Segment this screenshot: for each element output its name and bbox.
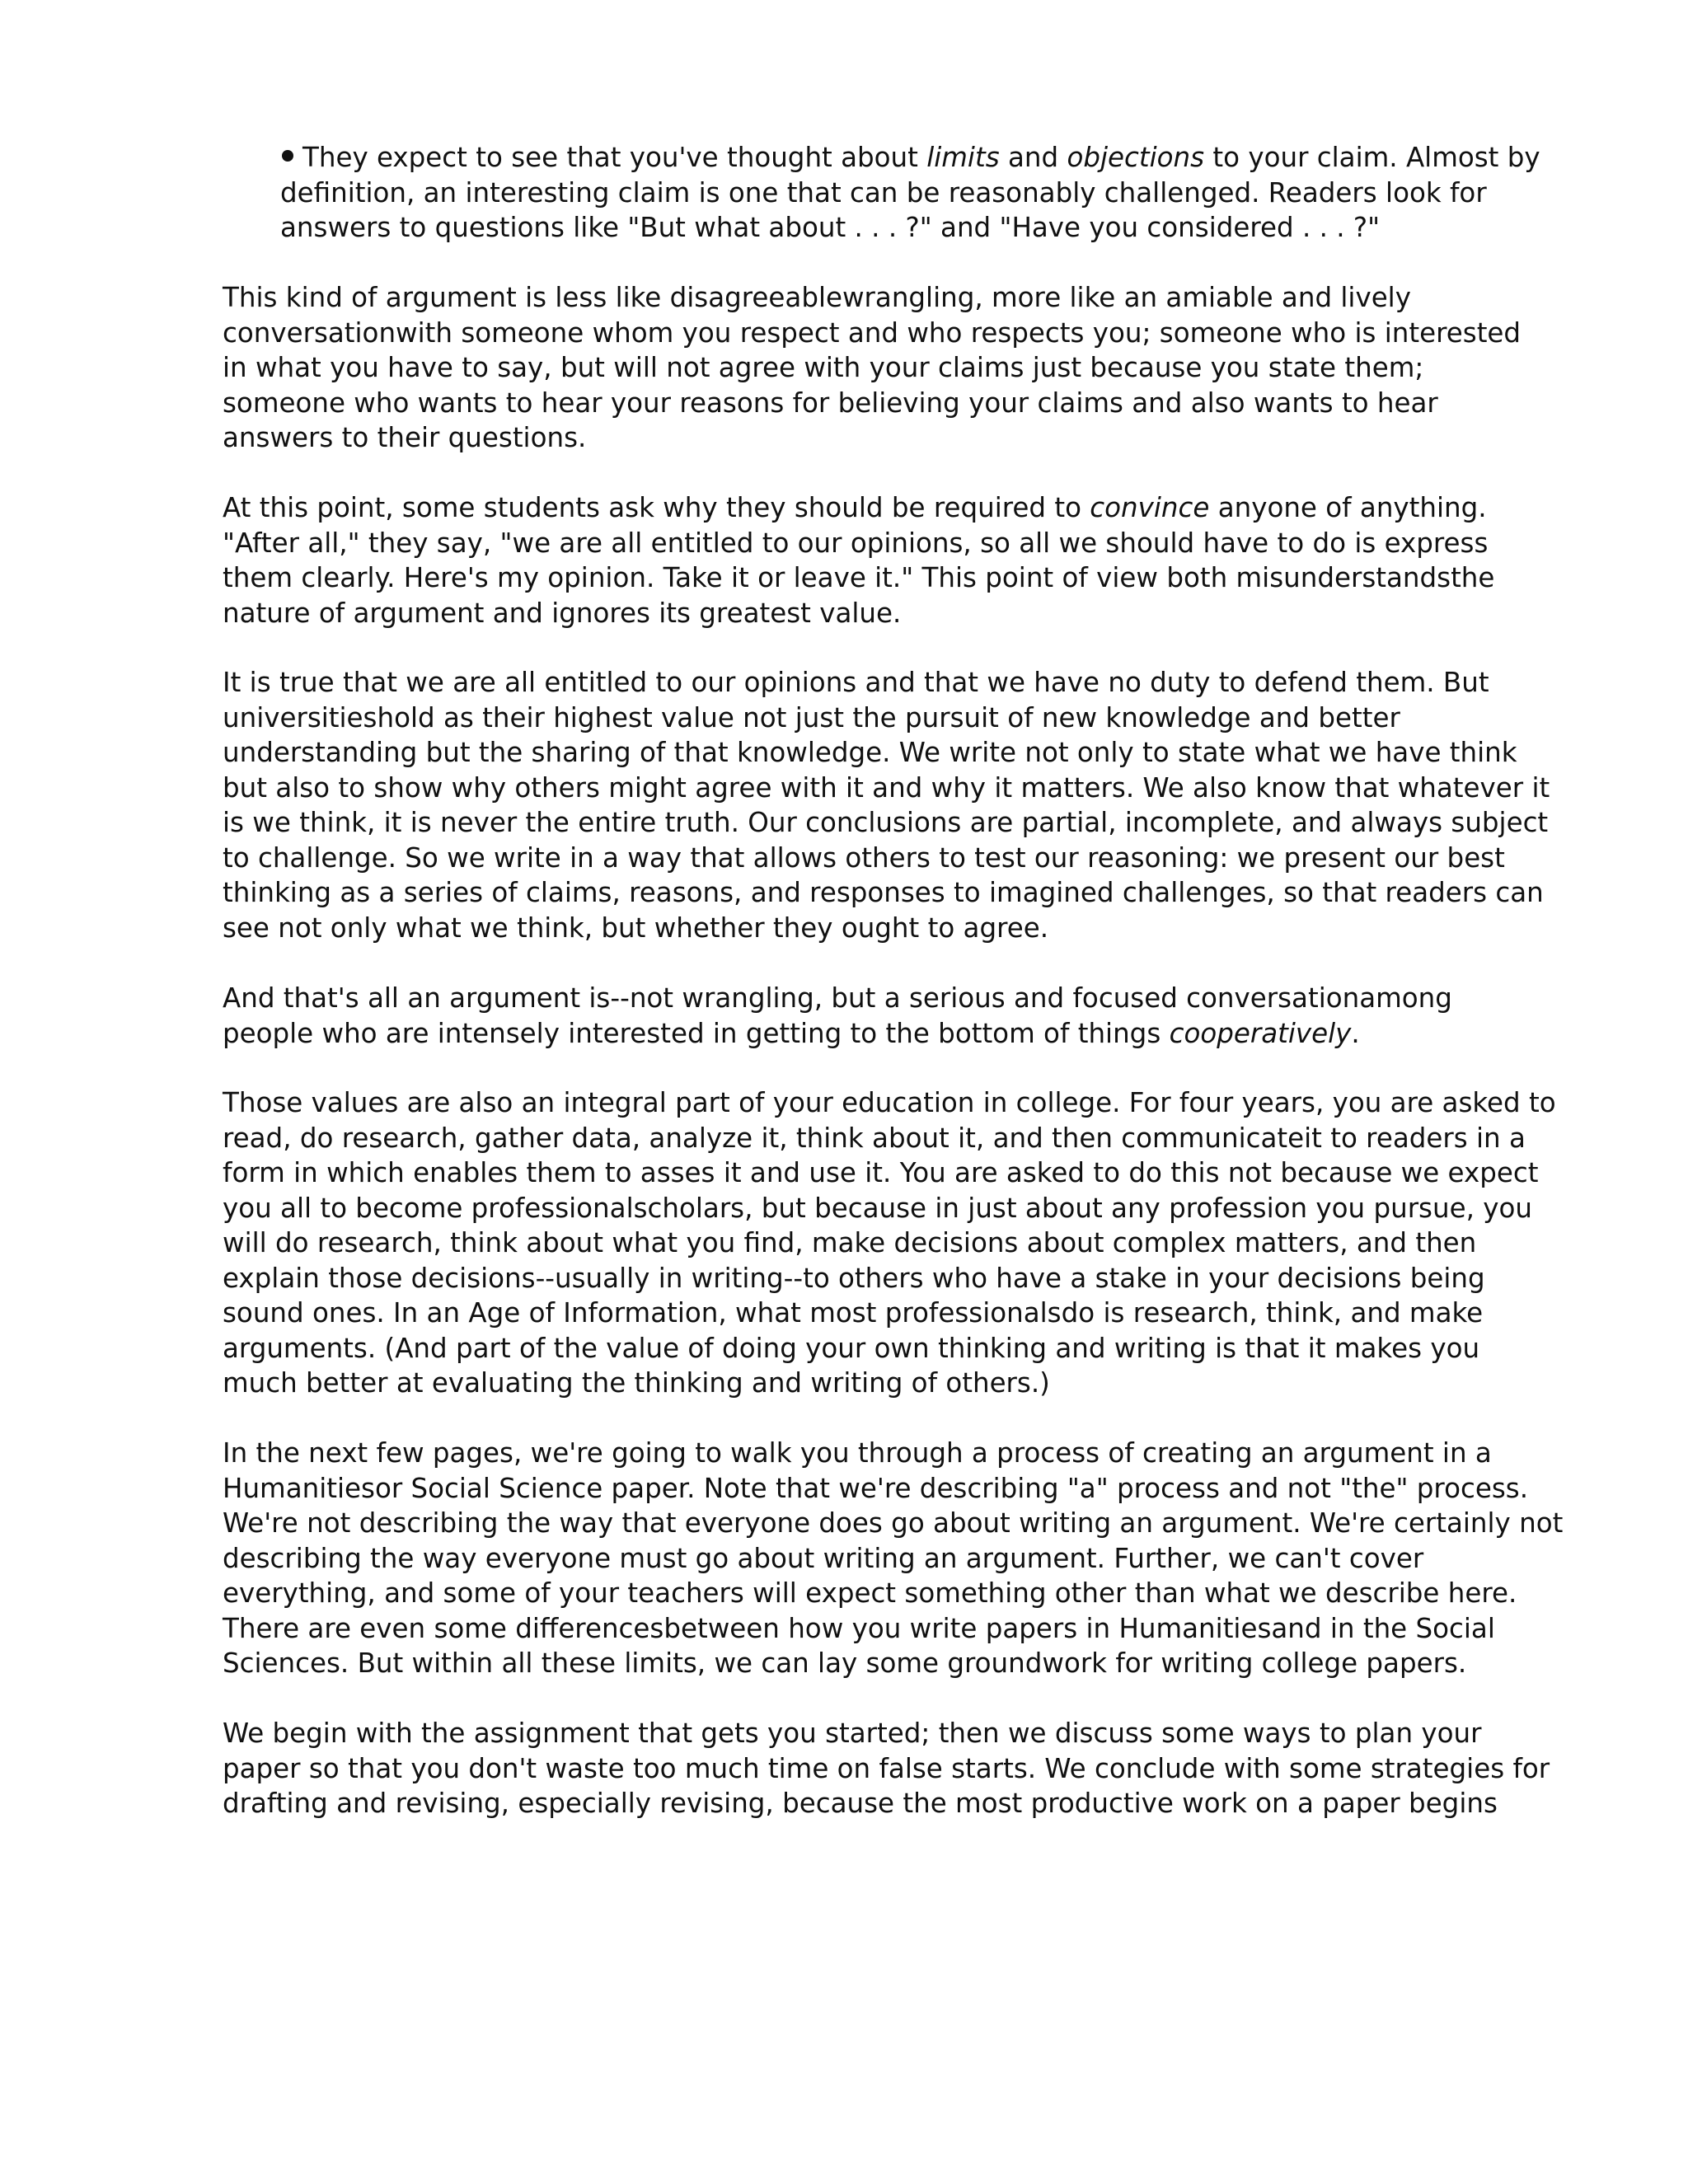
text-line: describing the way everyone must go about writing an argument. Further, we can't cover [223, 1542, 1424, 1574]
text-line: to challenge. So we write in a way that allows others to test our reasoning: we present our best [223, 841, 1505, 874]
text-line: explain those decisions--usually in writing--to others who have a stake in your decisions being [223, 1262, 1485, 1294]
paragraph-argument-conversation [223, 280, 1522, 456]
text-line: everything, and some of your teachers will expect something other than what we describe here. [223, 1577, 1517, 1609]
text-line: people who are intensely interested in getting to the bottom of things cooperatively. [223, 1017, 1360, 1049]
text-line: you all to become professionalscholars, but because in just about any profession you pursue, you [223, 1192, 1532, 1224]
emphasis-text: limits [926, 142, 1000, 173]
emphasis-text: convince [1090, 492, 1210, 523]
text-line: paper so that you don't waste too much time on false starts. We conclude with some strategies for [223, 1752, 1550, 1784]
paragraph-we-begin [223, 1716, 1550, 1821]
text-line: "After all," they say, "we are all entitled to our opinions, so all we should have to do is express [223, 527, 1489, 559]
text-line: conversationwith someone whom you respect and who respects you; someone who is interested [223, 316, 1522, 349]
text-line: thinking as a series of claims, reasons, and responses to imagined challenges, so that readers can [223, 877, 1544, 908]
emphasis-text: objections [1067, 142, 1205, 173]
text-line: read, do research, gather data, analyze it, think about it, and then communicateit to readers in a [223, 1122, 1526, 1154]
paragraph-next-pages [223, 1436, 1564, 1681]
text-line: Those values are also an integral part of your education in college. For four years, you are asked to [223, 1087, 1556, 1118]
text-line: This kind of argument is less like disagreeablewrangling, more like an amiable and lively [223, 282, 1411, 313]
paragraph-education-values [223, 1085, 1556, 1401]
text-line: is we think, it is never the entire truth. Our conclusions are partial, incomplete, and always subject [223, 807, 1549, 838]
text-line: drafting and revising, especially revising, because the most productive work on a paper begins [223, 1788, 1498, 1819]
text-line: In the next few pages, we're going to walk you through a process of creating an argument in a [223, 1437, 1492, 1469]
text-line: form in which enables them to asses it and use it. You are asked to do this not because we expect [223, 1157, 1539, 1188]
text-line: will do research, think about what you find, make decisions about complex matters, and then [223, 1227, 1477, 1258]
text-line: Humanitiesor Social Science paper. Note that we're describing "a" process and not "the" process. [223, 1472, 1529, 1504]
text-line: At this point, some students ask why they should be required to convince anyone of anything. [223, 492, 1487, 523]
text-line: much better at evaluating the thinking and writing of others.) [223, 1367, 1050, 1399]
text-line: arguments. (And part of the value of doing your own thinking and writing is that it makes you [223, 1332, 1480, 1364]
bullet-item [280, 140, 1540, 246]
text-line: understanding but the sharing of that knowledge. We write not only to state what we have think [223, 737, 1517, 768]
text-line: It is true that we are all entitled to our opinions and that we have no duty to defend them. But [223, 667, 1489, 698]
text-line: but also to show why others might agree with it and why it matters. We also know that whatever it [223, 771, 1550, 804]
text-line: There are even some differencesbetween how you write papers in Humanitiesand in the Social [223, 1612, 1495, 1644]
text-line: We're not describing the way that everyone does go about writing an argument. We're certainly not [223, 1507, 1564, 1539]
text-line: universitieshold as their highest value not just the pursuit of new knowledge and better [223, 701, 1400, 733]
emphasis-text: cooperatively [1169, 1017, 1352, 1049]
text-line: definition, an interesting claim is one that can be reasonably challenged. Readers look for [280, 176, 1487, 209]
text-line: in what you have to say, but will not agree with your claims just because you state them; [223, 352, 1424, 383]
text-line: them clearly. Here's my opinion. Take it or leave it." This point of view both misunderstandsthe [223, 562, 1495, 593]
text-line: And that's all an argument is--not wrangling, but a serious and focused conversationamong [223, 982, 1452, 1014]
paragraph-universities [223, 665, 1550, 945]
text-line: answers to their questions. [223, 422, 587, 453]
text-line: Sciences. But within all these limits, we can lay some groundwork for writing college papers. [223, 1647, 1467, 1679]
text-line: see not only what we think, but whether they ought to agree. [223, 912, 1049, 944]
text-line: answers to questions like "But what about . . . ?" and "Have you considered . . . ?" [280, 212, 1381, 243]
paragraph-cooperatively [223, 981, 1475, 1051]
paragraph-convince [223, 490, 1495, 630]
text-line: someone who wants to hear your reasons for believing your claims and also wants to hear [223, 387, 1438, 419]
text-line: They expect to see that you've thought about limits and objections to your claim. Almost by [280, 140, 1484, 176]
bullet-icon [282, 150, 293, 162]
text-line: sound ones. In an Age of Information, what most professionalsdo is research, think, and make [223, 1297, 1484, 1329]
text-line: We begin with the assignment that gets you started; then we discuss some ways to plan your [223, 1718, 1482, 1749]
text-line: nature of argument and ignores its greatest value. [223, 597, 902, 629]
